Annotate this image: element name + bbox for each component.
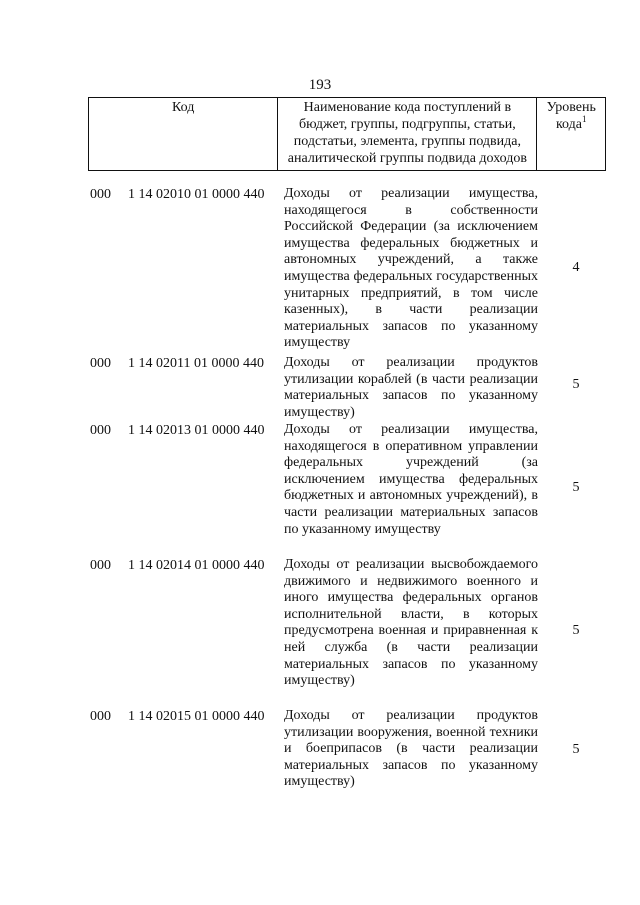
row-level: 5 [572,742,580,757]
header-name: Наименование кода поступлений в бюджет, группы, подгруппы, статьи, подстатьи, элемента, группы подвида, аналитической группы подвида доходов [278,98,537,171]
row-description: Доходы от реализации продуктов утилизации кораблей (в части реализации материальных запасов по указанному имуществу) [284,355,538,420]
row-code: 1 14 02014 01 0000 440 [128,558,265,573]
row-description: Доходы от реализации имущества, находящегося в оперативном управлении федеральных учреждений (за исключением имущества федеральных бюджетных и автономных учреждений), в части реализации материальных запасов по указанному имуществу [284,422,538,537]
row-prefix: 000 [90,558,111,573]
row-description: Доходы от реализации имущества, находящегося в собственности Российской Федерации (за исключением имущества федеральных бюджетных и автономных учреждений, а также имущества федеральных государственных унитарных предприятий, в том числе казенных), в части реализации материальных запасов по указанному имуществу [284,186,538,351]
row-level: 4 [572,260,580,275]
header-level-label: Уровень кода [546,100,596,132]
row-level: 5 [572,480,580,495]
header-level-footnote: 1 [582,114,587,124]
row-level: 5 [572,623,580,638]
row-code: 1 14 02013 01 0000 440 [128,423,265,438]
row-prefix: 000 [90,356,111,371]
row-prefix: 000 [90,709,111,724]
row-description: Доходы от реализации продуктов утилизации вооружения, военной техники и боеприпасов (в части реализации материальных запасов по указанному имуществу) [284,708,538,790]
page-number: 193 [308,77,332,93]
row-code: 1 14 02011 01 0000 440 [128,356,264,371]
row-description: Доходы от реализации высвобождаемого движимого и недвижимого военного и иного имущества федеральных органов исполнительной власти, в которых предусмотрена военная и приравненная к ней служба (в части реализации материальных запасов по указанному имуществу) [284,557,538,689]
row-prefix: 000 [90,423,111,438]
table-header [88,97,606,171]
row-code: 1 14 02015 01 0000 440 [128,709,265,724]
row-code: 1 14 02010 01 0000 440 [128,187,265,202]
header-level [537,98,606,171]
row-level: 5 [572,377,580,392]
row-prefix: 000 [90,187,111,202]
header-code: Код [89,98,278,171]
